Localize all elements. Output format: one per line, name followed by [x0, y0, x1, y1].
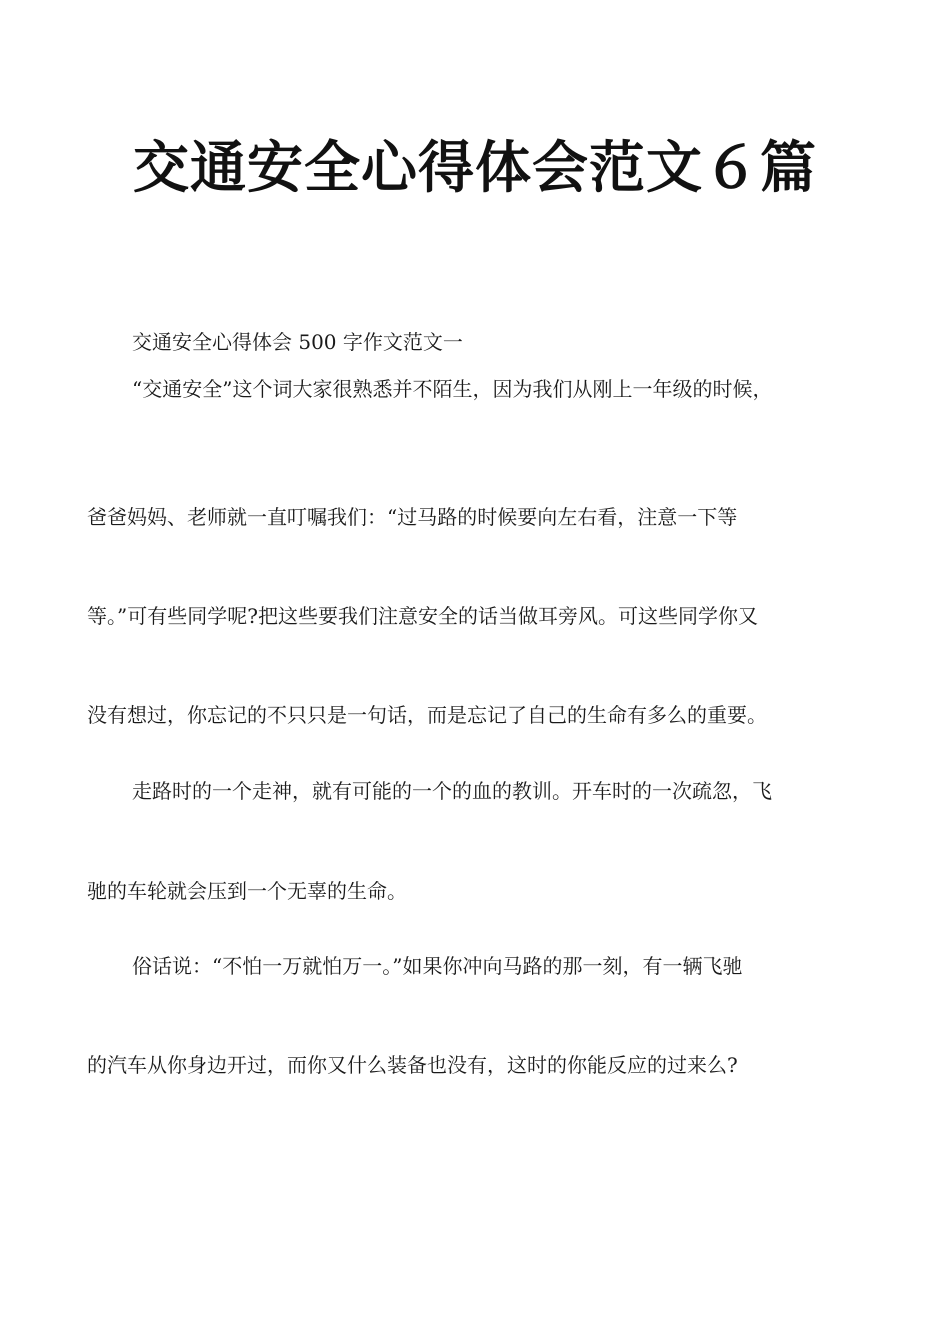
section-heading: 交通安全心得体会 500 字作文范文一 — [132, 330, 463, 354]
paragraph-line: 没有想过，你忘记的不只只是一句话，而是忘记了自己的生命有多么的重要。 — [87, 703, 767, 727]
paragraph-line: 驰的车轮就会压到一个无辜的生命。 — [87, 879, 407, 903]
paragraph-line: 的汽车从你身边开过，而你又什么装备也没有，这时的你能反应的过来么? — [87, 1053, 738, 1077]
paragraph-line: 俗话说：“不怕一万就怕万一。”如果你冲向马路的那一刻，有一辆飞驰 — [132, 954, 743, 978]
paragraph-line: 等。”可有些同学呢?把这些要我们注意安全的话当做耳旁风。可这些同学你又 — [87, 604, 758, 628]
document-title: 交通安全心得体会范文６篇 — [133, 135, 817, 201]
paragraph-line: “交通安全”这个词大家很熟悉并不陌生，因为我们从刚上一年级的时候， — [132, 377, 773, 401]
paragraph-line: 走路时的一个走神，就有可能的一个的血的教训。开车时的一次疏忽，飞 — [132, 779, 772, 803]
paragraph-line: 爸爸妈妈、老师就一直叮嘱我们：“过马路的时候要向左右看，注意一下等 — [87, 505, 738, 529]
